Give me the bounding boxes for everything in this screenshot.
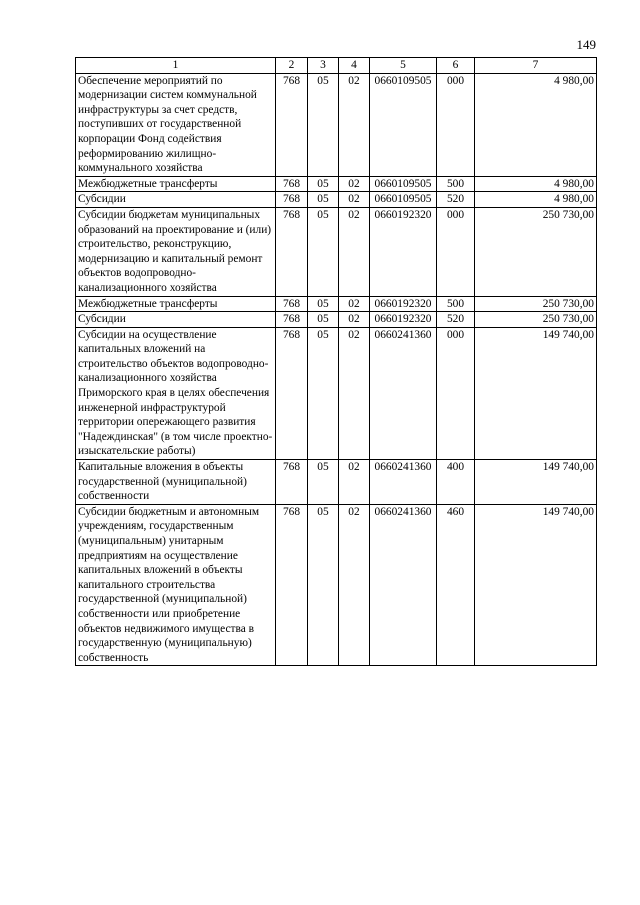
row-name: Обеспечение мероприятий по модернизации систем коммунальной инфраструктуры за счет средств, поступивших от государственной корпорации Фонд содействия реформированию жилищно-коммунального хозяйства (76, 73, 276, 176)
row-code-5: 0660109505 (370, 73, 437, 176)
table-row (76, 296, 597, 312)
row-code-5: 0660192320 (370, 296, 437, 312)
row-code-6: 000 (437, 73, 475, 176)
row-amount: 250 730,00 (475, 207, 597, 296)
table-row (76, 504, 597, 666)
table-row (76, 460, 597, 505)
row-code-3: 05 (308, 504, 339, 666)
row-code-4: 02 (339, 312, 370, 328)
column-header: 4 (339, 58, 370, 74)
row-code-5: 0660241360 (370, 504, 437, 666)
row-code-4: 02 (339, 504, 370, 666)
row-code-2: 768 (276, 192, 308, 208)
row-code-4: 02 (339, 192, 370, 208)
row-name: Межбюджетные трансферты (76, 176, 276, 192)
row-code-3: 05 (308, 327, 339, 459)
row-code-2: 768 (276, 73, 308, 176)
row-name: Субсидии (76, 192, 276, 208)
row-name: Межбюджетные трансферты (76, 296, 276, 312)
page-number: 149 (576, 37, 596, 52)
row-code-3: 05 (308, 73, 339, 176)
row-code-2: 768 (276, 296, 308, 312)
row-name: Субсидии (76, 312, 276, 328)
row-code-2: 768 (276, 327, 308, 459)
column-header: 1 (76, 58, 276, 74)
budget-table (75, 57, 597, 666)
row-code-2: 768 (276, 460, 308, 505)
table-row (76, 312, 597, 328)
row-amount: 149 740,00 (475, 327, 597, 459)
row-code-5: 0660241360 (370, 460, 437, 505)
row-code-2: 768 (276, 504, 308, 666)
row-amount: 149 740,00 (475, 504, 597, 666)
row-code-6: 000 (437, 327, 475, 459)
row-name: Капитальные вложения в объекты государственной (муниципальной) собственности (76, 460, 276, 505)
row-amount: 250 730,00 (475, 296, 597, 312)
row-code-2: 768 (276, 176, 308, 192)
row-code-4: 02 (339, 207, 370, 296)
row-amount: 149 740,00 (475, 460, 597, 505)
column-header: 7 (475, 58, 597, 74)
row-code-6: 500 (437, 176, 475, 192)
row-code-4: 02 (339, 327, 370, 459)
row-code-4: 02 (339, 176, 370, 192)
row-code-6: 460 (437, 504, 475, 666)
row-code-6: 520 (437, 312, 475, 328)
row-code-4: 02 (339, 73, 370, 176)
row-code-5: 0660192320 (370, 207, 437, 296)
row-code-2: 768 (276, 207, 308, 296)
row-code-6: 520 (437, 192, 475, 208)
row-amount: 4 980,00 (475, 192, 597, 208)
row-name: Субсидии бюджетным и автономным учреждениям, государственным (муниципальным) унитарным предприятиям на осуществление капитальных вложений в объекты капитального строительства государственной (муниципальной) собственности или приобретение объектов недвижимого имущества в государственную (муниципальную) собственность (76, 504, 276, 666)
row-name: Субсидии бюджетам муниципальных образований на проектирование и (или) строительство, реконструкцию, модернизацию и капитальный ремонт объектов водопроводно-канализационного хозяйства (76, 207, 276, 296)
row-code-6: 500 (437, 296, 475, 312)
row-code-3: 05 (308, 207, 339, 296)
row-amount: 4 980,00 (475, 176, 597, 192)
column-header: 5 (370, 58, 437, 74)
row-code-6: 000 (437, 207, 475, 296)
table-row (76, 207, 597, 296)
row-code-4: 02 (339, 460, 370, 505)
column-header: 2 (276, 58, 308, 74)
row-code-5: 0660192320 (370, 312, 437, 328)
column-header: 3 (308, 58, 339, 74)
table-row (76, 176, 597, 192)
row-code-3: 05 (308, 460, 339, 505)
row-code-3: 05 (308, 312, 339, 328)
row-code-6: 400 (437, 460, 475, 505)
row-name: Субсидии на осуществление капитальных вложений на строительство объектов водопроводно-канализационного хозяйства Приморского края в целях обеспечения инженерной инфраструктурой территории опережающего развития "Надеждинская" (в том числе проектно-изыскательские работы) (76, 327, 276, 459)
row-code-2: 768 (276, 312, 308, 328)
row-code-3: 05 (308, 192, 339, 208)
row-code-3: 05 (308, 296, 339, 312)
row-code-5: 0660109505 (370, 176, 437, 192)
row-code-5: 0660241360 (370, 327, 437, 459)
row-amount: 250 730,00 (475, 312, 597, 328)
row-code-4: 02 (339, 296, 370, 312)
column-header: 6 (437, 58, 475, 74)
header-row (76, 58, 597, 74)
row-code-3: 05 (308, 176, 339, 192)
row-code-5: 0660109505 (370, 192, 437, 208)
table-row (76, 192, 597, 208)
row-amount: 4 980,00 (475, 73, 597, 176)
table-row (76, 73, 597, 176)
table-row (76, 327, 597, 459)
